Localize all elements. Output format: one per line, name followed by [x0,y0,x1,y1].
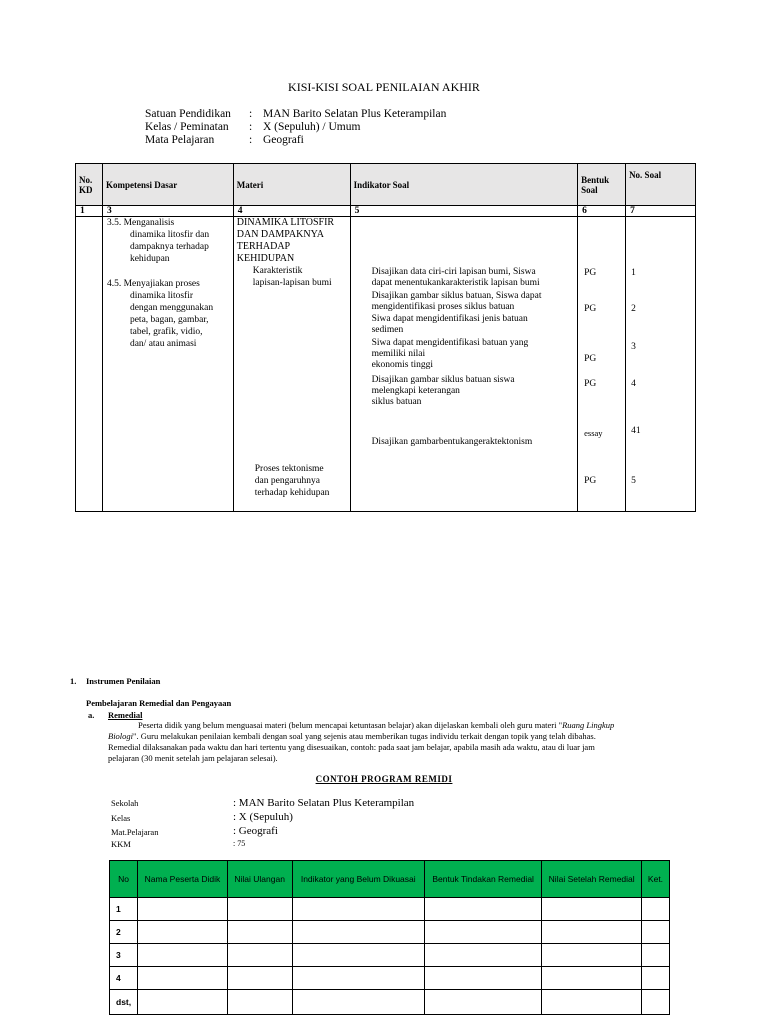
empty-cell [227,990,292,1015]
column-number: 6 [578,206,626,217]
kd-line: peta, bagan, gambar, [129,315,209,325]
empty-cell [227,967,292,990]
program-info-value: : MAN Barito Selatan Plus Keterampilan [233,797,415,809]
empty-cell [292,898,424,921]
bentuk-soal: PG [584,354,597,364]
section-heading: Instrumen Penilaian [86,676,161,686]
remedial-header-row [110,861,670,898]
row-number: 3 [110,944,138,967]
row-number: 2 [110,921,138,944]
indikator-item: Siwa dapat mengidentifikasi batuan yang memiliki nilai ekonomis tinggi [371,338,529,370]
kisi-kisi-table [75,163,696,512]
materi-heading: KEHIDUPAN [236,253,295,264]
empty-cell [138,944,228,967]
remedial-header-cell: Nama Peserta Didik [138,861,228,898]
document-title: KISI-KISI SOAL PENILAIAN AKHIR [288,80,480,94]
info-sep: : [249,121,253,133]
empty-cell [138,921,228,944]
table-row [110,967,670,990]
empty-cell [292,944,424,967]
nosoal-cell [626,217,696,512]
empty-cell [424,967,541,990]
empty-cell [542,967,642,990]
program-info-value: : 75 [233,839,246,848]
table-row [110,944,670,967]
header-row [76,164,696,206]
list-marker: a. [88,710,95,720]
indikator-item: Siwa dapat mengidentifikasi jenis batuan sedimen [371,314,528,335]
materi-item: terhadap kehidupan [254,488,330,498]
program-info-label: Kelas [111,813,131,823]
remedial-table [109,860,670,1015]
indikator-item: Disajikan gambarbentukangeraktektonism [371,437,533,447]
remedial-header-cell: Bentuk Tindakan Remedial [424,861,541,898]
program-title: CONTOH PROGRAM REMIDI [315,774,453,784]
info-label: Mata Pelajaran [145,134,215,146]
document-info [145,108,446,147]
bentuk-soal: essay [584,428,603,438]
info-sep: : [249,108,253,120]
info-row [145,108,446,121]
header-cell: No. KD [76,164,103,206]
indikator-cell [350,217,578,512]
info-row [145,121,446,134]
kd-line: kehidupan [129,254,170,264]
materi-heading: DINAMIKA LITOSFIR [236,217,335,228]
column-number: 1 [76,206,103,217]
empty-cell [292,921,424,944]
empty-cell [227,921,292,944]
remedial-header-cell: No [110,861,138,898]
header-cell: Bentuk Soal [578,164,626,206]
column-number: 4 [233,206,350,217]
remedial-title: Remedial [108,710,143,720]
bentuk-soal: PG [584,304,597,314]
header-cell: Indikator Soal [350,164,578,206]
remedial-header-cell: Nilai Setelah Remedial [542,861,642,898]
column-number: 5 [350,206,578,217]
empty-cell [542,921,642,944]
empty-cell [641,921,669,944]
kd-line: dinamika litosfir [129,291,194,301]
empty-cell [424,921,541,944]
remedial-header-cell: Ket. [641,861,669,898]
no-soal: 1 [631,268,636,278]
kd-line: 4.5. Menyajiakan proses [106,279,200,289]
column-number: 3 [102,206,233,217]
info-label: Satuan Pendidikan [145,108,231,120]
section-subheading: Pembelajaran Remedial dan Pengayaan [86,698,232,708]
remedial-header-cell: Indikator yang Belum Dikuasai [292,861,424,898]
kd-line: dan/ atau animasi [129,339,197,349]
table-row [110,898,670,921]
empty-cell [641,898,669,921]
empty-cell [138,967,228,990]
bentuk-cell [578,217,626,512]
kd-line: dengan menggunakan [129,303,214,313]
empty-cell [641,967,669,990]
info-value: MAN Barito Selatan Plus Keterampilan [263,108,447,120]
empty-cell [424,990,541,1015]
program-info-label: KKM [111,839,131,849]
row-number: 4 [110,967,138,990]
no-kd-cell [76,217,103,512]
empty-cell [138,990,228,1015]
bentuk-soal: PG [584,379,597,389]
row-number: dst, [110,990,138,1015]
empty-cell [641,944,669,967]
materi-heading: DAN DAMPAKNYA [236,229,324,240]
program-info-value: : X (Sepuluh) [233,811,293,823]
bentuk-soal: PG [584,268,597,278]
section-number: 1. [70,676,77,686]
table-row [110,990,670,1015]
no-soal: 2 [631,304,636,314]
empty-cell [292,990,424,1015]
info-value: Geografi [263,134,304,146]
materi-cell [233,217,350,512]
info-value: X (Sepuluh) / Umum [263,121,361,133]
kd-line: tabel, grafik, vidio, [129,327,203,337]
empty-cell [424,944,541,967]
empty-cell [138,898,228,921]
program-info-value: : Geografi [233,825,278,837]
bentuk-soal: PG [584,476,597,486]
info-sep: : [249,134,253,146]
header-cell: No. Soal [626,164,696,206]
content-row [76,217,696,512]
column-number: 7 [626,206,696,217]
empty-cell [292,967,424,990]
remedial-header-cell: Nilai Ulangan [227,861,292,898]
materi-item: lapisan-lapisan bumi [252,278,332,288]
row-number: 1 [110,898,138,921]
header-cell: Kompetensi Dasar [102,164,233,206]
empty-cell [542,990,642,1015]
materi-item: dan pengaruhnya [254,476,320,486]
info-label: Kelas / Peminatan [145,121,229,133]
indikator-item: Disajikan gambar siklus batuan, Siswa dapat mengidentifikasi proses siklus batuan [371,291,542,312]
kompetensi-cell [102,217,233,512]
materi-heading: TERHADAP [236,241,291,252]
empty-cell [542,944,642,967]
materi-item: Karakteristik [252,266,303,276]
empty-cell [227,944,292,967]
kd-line: dinamika litosfir dan [129,230,210,240]
header-cell: Materi [233,164,350,206]
no-soal: 3 [631,342,636,352]
kd-line: dampaknya terhadap [129,242,209,252]
empty-cell [641,990,669,1015]
no-soal: 5 [631,476,636,486]
column-number-row [76,206,696,217]
indikator-item: Disajikan gambar siklus batuan siswa melengkapi keterangan siklus batuan [371,375,515,407]
no-soal: 41 [631,426,641,436]
program-info-label: Sekolah [111,798,139,808]
empty-cell [542,898,642,921]
kd-line: 3.5. Menganalisis [106,218,175,228]
indikator-item: Disajikan data ciri-ciri lapisan bumi, Siswa dapat menentukankarakteristik lapisan bumi [371,267,540,288]
empty-cell [424,898,541,921]
program-info-label: Mat.Pelajaran [111,827,159,837]
remedial-paragraph: Peserta didik yang belum menguasai materi (belum mencapai ketuntasan belajar) akan dijelaskan kembali oleh guru materi "Ruang Lingkup Biologi". Guru melakukan penilaian kembali dengan soal yang sejenis atau memberikan tugas individu terkait dengan topik yang telah dibahas. Remedial dilaksanakan pada waktu dan hari tertentu yang disesuaikan, contoh: pada saat jam belajar, apabila masih ada waktu, atau di luar jam pelajaran (30 menit setelah jam pelajaran selesai). [108,720,615,763]
materi-item: Proses tektonisme [254,464,324,474]
no-soal: 4 [631,379,636,389]
table-row [110,921,670,944]
info-row [145,134,446,147]
empty-cell [227,898,292,921]
